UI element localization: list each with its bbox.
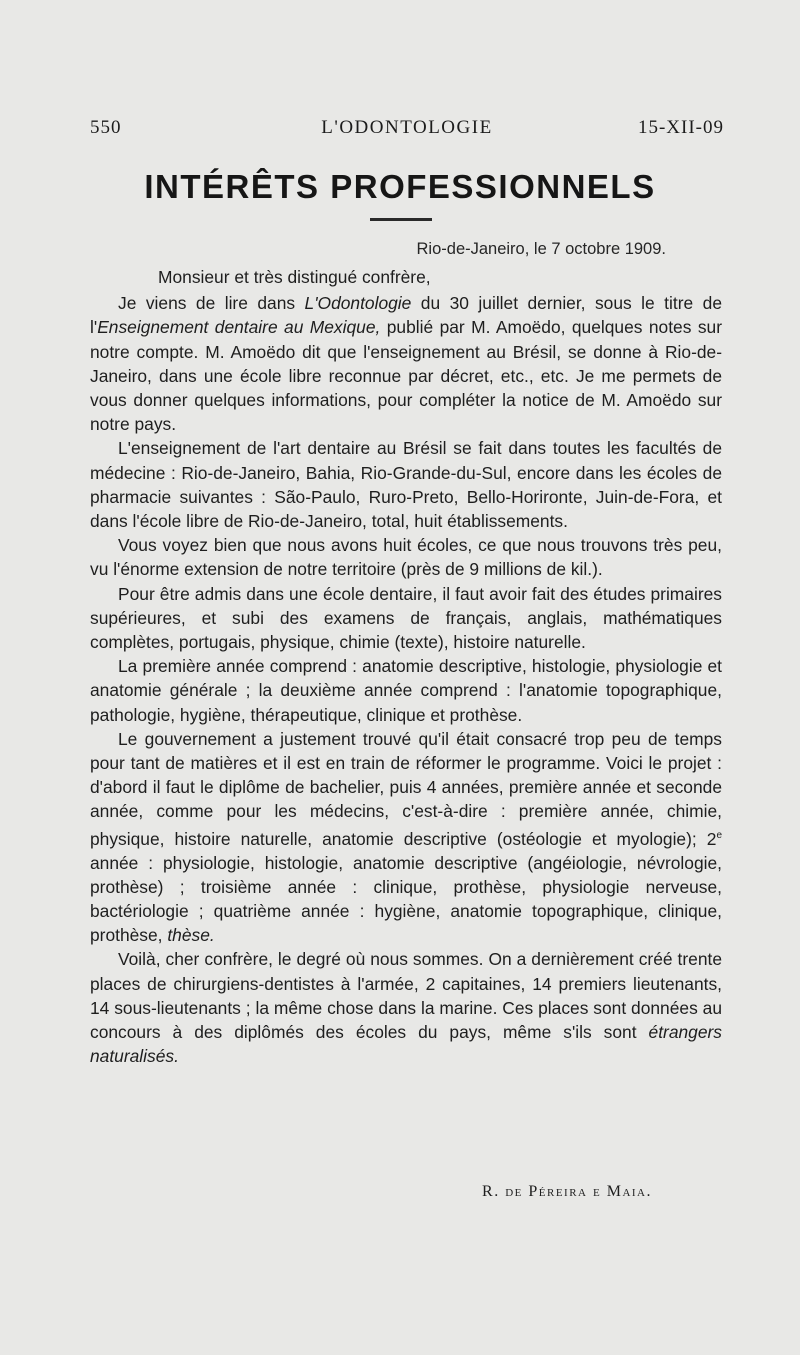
paragraph: L'enseignement de l'art dentaire au Brésil se fait dans toutes les facultés de médecine : Rio-de-Janeiro, Bahia, Rio-Grande-du-Sul, encore dans les écoles de pharmacie suivantes : São-Paulo, Ruro-Preto, Bello-Horironte, Juin-de-Fora, et dans l'école libre de Rio-de-Janeiro, total, huit établissements. [90, 438, 722, 532]
signature: R. de Péreira e Maia. [482, 1183, 652, 1200]
title-rule [370, 218, 432, 221]
article-title: INTÉRÊTS PROFESSIONNELS [144, 168, 656, 205]
paragraph: Voilà, cher confrère, le degré où nous sommes. On a dernièrement créé trente places de chirurgiens-dentistes à l'armée, 2 capitaines, 14 premiers lieutenants, 14 sous-lieutenants ; la même chose dans la marine. Ces places sont données au concours à des diplômés des écoles du pays, même s'ils sont étrangers naturalisés. [90, 949, 722, 1067]
dateline: Rio-de-Janeiro, le 7 octobre 1909. [416, 240, 666, 258]
journal-reference: L'Odontologie [304, 293, 412, 314]
paragraph: Pour être admis dans une école dentaire, il faut avoir fait des études primaires supérieures, et subi des examens de français, anglais, mathématiques complètes, portugais, physique, chimie (texte), histoire naturelle. [90, 583, 722, 653]
article-body [90, 265, 722, 1069]
journal-title: L'ODONTOLOGIE [321, 117, 493, 138]
paragraph: La première année comprend : anatomie descriptive, histologie, physiologie et anatomie générale ; la deuxième année comprend : l'anatomie topographique, pathologie, hygiène, thérapeutique, clinique et prothèse. [90, 656, 722, 725]
issue-date: 15-XII-09 [637, 117, 724, 138]
paragraph: Vous voyez bien que nous avons huit écoles, ce que nous trouvons très peu, vu l'énorme extension de notre territoire (près de 9 millions de kil.). [90, 535, 722, 580]
salutation: Monsieur et très distingué confrère, [158, 267, 431, 287]
paragraph: Le gouvernement a justement trouvé qu'il était consacré trop peu de temps pour tant de matières et il est en train de réformer le programme. Voici le projet : d'abord il faut le diplôme de bachelier, puis 4 années, première année et seconde année, comme pour les médecins, c'est-à-dire : première année, chimie, physique, histoire naturelle, anatomie descriptive (ostéologie et myologie); 2e année : physiologie, histologie, anatomie descriptive (angéiologie, névrologie, prothèse) ; troisième année : clinique, prothèse, physiologie nerveuse, bactériologie ; quatrième année : hygiène, anatomie topographique, clinique, prothèse, thèse. [90, 728, 722, 946]
article-reference: Enseignement dentaire au Mexique, [97, 317, 381, 338]
page-number: 550 [90, 117, 122, 138]
running-header [90, 117, 724, 145]
paragraph: Je viens de lire dans L'Odontologie du 30 juillet dernier, sous le titre de l'Enseignement dentaire au Mexique, publié par M. Amoëdo, quelques notes sur notre compte. M. Amoëdo dit que l'enseignement au Brésil, se donne à Rio-de-Janeiro, dans une école libre reconnue par décret, etc., etc. Je me permets de vous donner quelques informations, pour compléter la notice de M. Amoëdo sur notre pays. [90, 293, 722, 435]
